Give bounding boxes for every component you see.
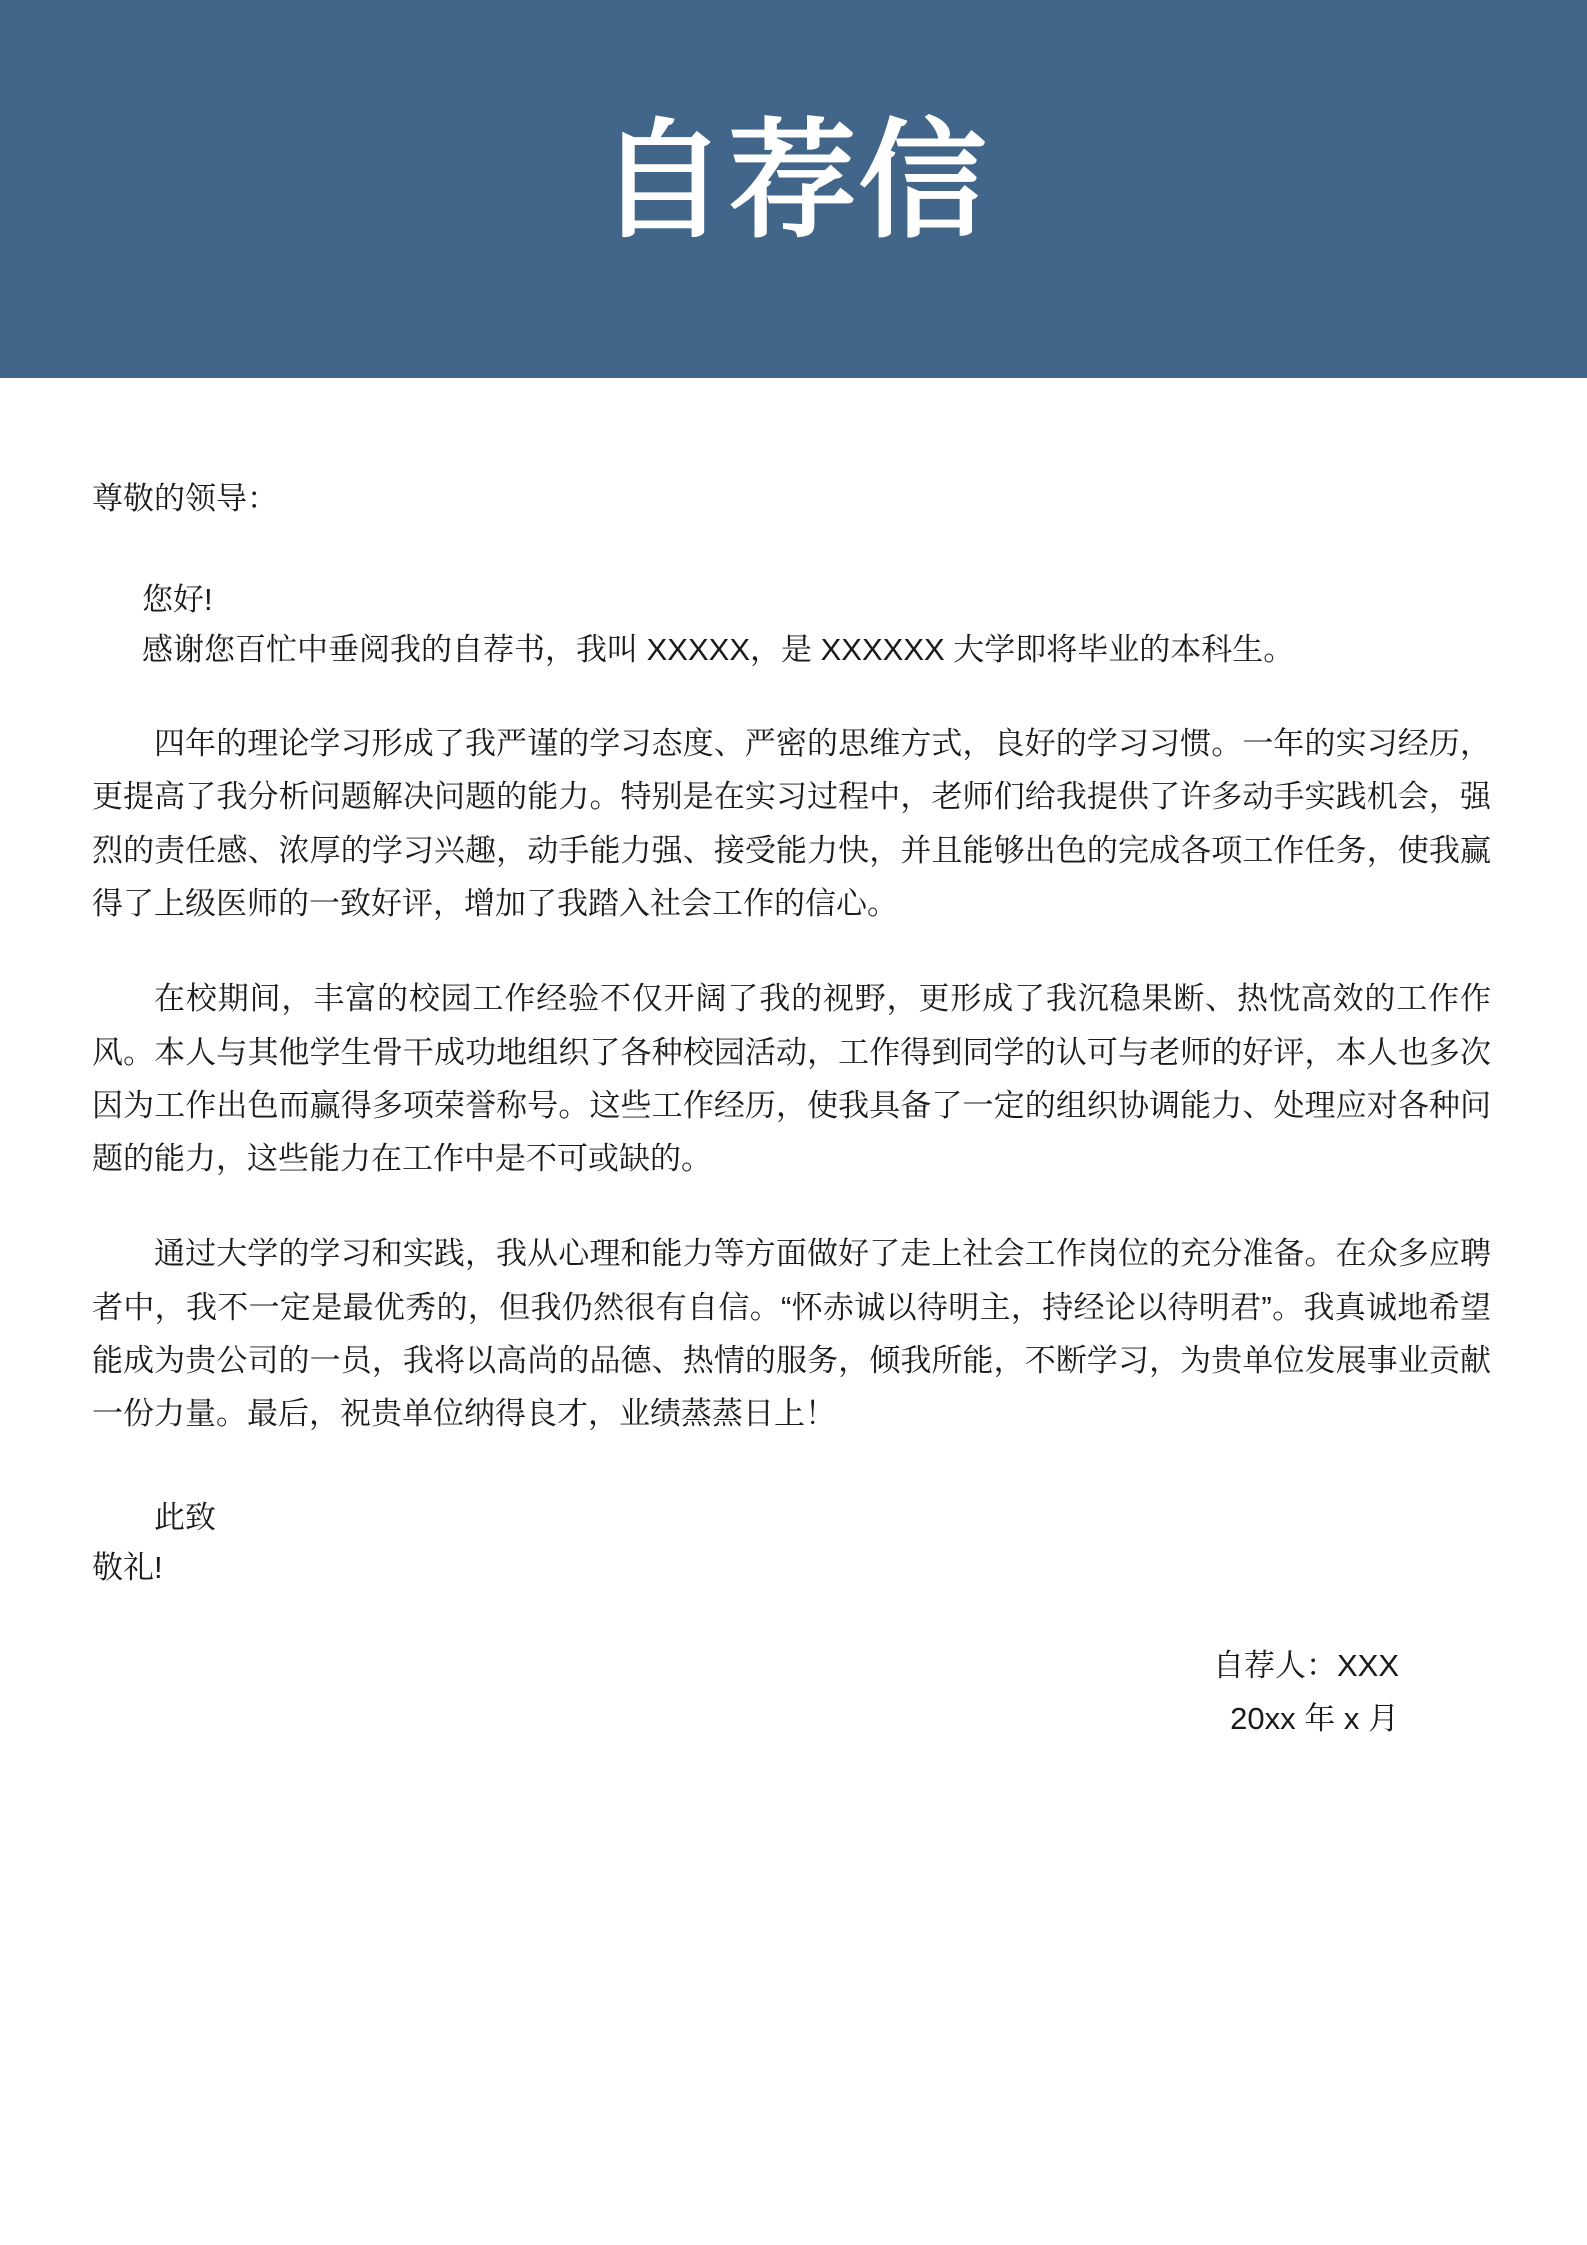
body-paragraph-3: 通过大学的学习和实践，我从心理和能力等方面做好了走上社会工作岗位的充分准备。在众多应聘者中，我不一定是最优秀的，但我仍然很有自信。“怀赤诚以待明主，持经论以待明君”。我真诚地希望能成为贵公司的一员，我将以高尚的品德、热情的服务，倾我所能，不断学习，为贵单位发展事业贡献一份力量。最后，祝贵单位纳得良才，业绩蒸蒸日上！ bbox=[92, 1236, 1491, 1432]
signature-date: 20xx 年 x 月 bbox=[1230, 1701, 1399, 1737]
page-title: 自荐信 bbox=[598, 110, 989, 253]
greeting-block bbox=[92, 575, 1491, 675]
body-paragraph-1: 四年的理论学习形成了我严谨的学习态度、严密的思维方式，良好的学习习惯。一年的实习经历，更提高了我分析问题解决问题的能力。特别是在实习过程中，老师们给我提供了许多动手实践机会，强烈的责任感、浓厚的学习兴趣，动手能力强、接受能力快，并且能够出色的完成各项工作任务，使我赢得了上级医师的一致好评，增加了我踏入社会工作的信心。 bbox=[92, 725, 1491, 921]
closing-line-this: 此致 bbox=[154, 1499, 216, 1535]
closing-line-salute: 敬礼! bbox=[92, 1549, 163, 1585]
closing-block bbox=[92, 1493, 1491, 1593]
signature-block bbox=[92, 1639, 1491, 1746]
greeting-line: 您好! bbox=[142, 581, 213, 617]
letter-body bbox=[0, 476, 1587, 1746]
signature-name: 自荐人：XXX bbox=[1212, 1648, 1399, 1684]
salutation: 尊敬的领导： bbox=[92, 481, 278, 516]
body-paragraph-2: 在校期间，丰富的校园工作经验不仅开阔了我的视野，更形成了我沉稳果断、热忱高效的工作作风。本人与其他学生骨干成功地组织了各种校园活动，工作得到同学的认可与老师的好评，本人也多次因为工作出色而赢得多项荣誉称号。这些工作经历，使我具备了一定的组织协调能力、处理应对各种问题的能力，这些能力在工作中是不可或缺的。 bbox=[92, 981, 1491, 1177]
intro-line: 感谢您百忙中垂阅我的自荐书，我叫 XXXXX，是 XXXXXX 大学即将毕业的本科生。 bbox=[142, 631, 1295, 667]
document-header-banner bbox=[0, 0, 1587, 378]
